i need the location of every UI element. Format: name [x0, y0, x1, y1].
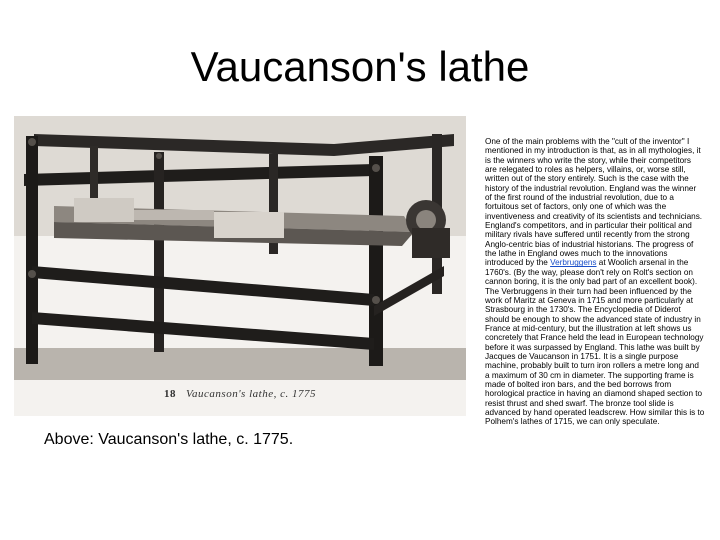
photo-figure-caption [14, 388, 466, 400]
lathe-photo [14, 116, 466, 416]
body-text-part-1: One of the main problems with the "cult of the inventor" I mentioned in my introduction is that, as in all mythologies, it is the winners who write the story, while their competitors are relegated to roles as helpers, villains, or, worse still, written out of the story entirely. Such is the case with the history of the industrial revolution. England was the winner of the first round of the industrial revolution, due to a fortuitous set of factors, only one of which was the inventiveness and creativity of its scientists and technicians. England's competitors, and in particular their political and military rivals have suffered until recently from the strong Anglo-centric bias of industrial historians. The progress of the lathe in England owes much to the innovations introduced by the [485, 137, 703, 268]
body-text-part-2: at Woolich arsenal in the 1760's. (By the way, please don't rely on Rolt's section on cannon boring, it is the only bad part of an excellent book). The Verbruggens in their turn had been influenced by the work of Maritz at Geneva in 1715 and more particularly at Strasbourg in the 1730's. The Encyclopedia of Diderot should be enough to show the advanced state of industry in France at mid-century, but the illustration at left shows us concretely that France held the lead in European technology before it was surpassed by England. This lathe was built by Jacques de Vaucanson in 1751. It is a single purpose machine, probably built to turn iron rollers a metre long and a maximum of 30 cm in diameter. The supporting frame is made of bolted iron bars, and the bed borrows from horological practice in having an diamond shaped section to resist thrust and shed swarf. The bronze tool slide is advanced by hand operated leadscrew. How similar this is to Polhem's lathes of 1715, we can only speculate. [485, 258, 705, 427]
slide-title: Vaucanson's lathe [190, 43, 530, 90]
figure-caption-text: Vaucanson's lathe, c. 1775 [186, 388, 316, 400]
body-paragraph [485, 137, 705, 427]
image-caption: Above: Vaucanson's lathe, c. 1775. [44, 431, 294, 448]
lathe-illustration [14, 116, 466, 416]
figure-number: 18 [164, 388, 177, 400]
verbruggens-link[interactable]: Verbruggens [550, 258, 597, 268]
